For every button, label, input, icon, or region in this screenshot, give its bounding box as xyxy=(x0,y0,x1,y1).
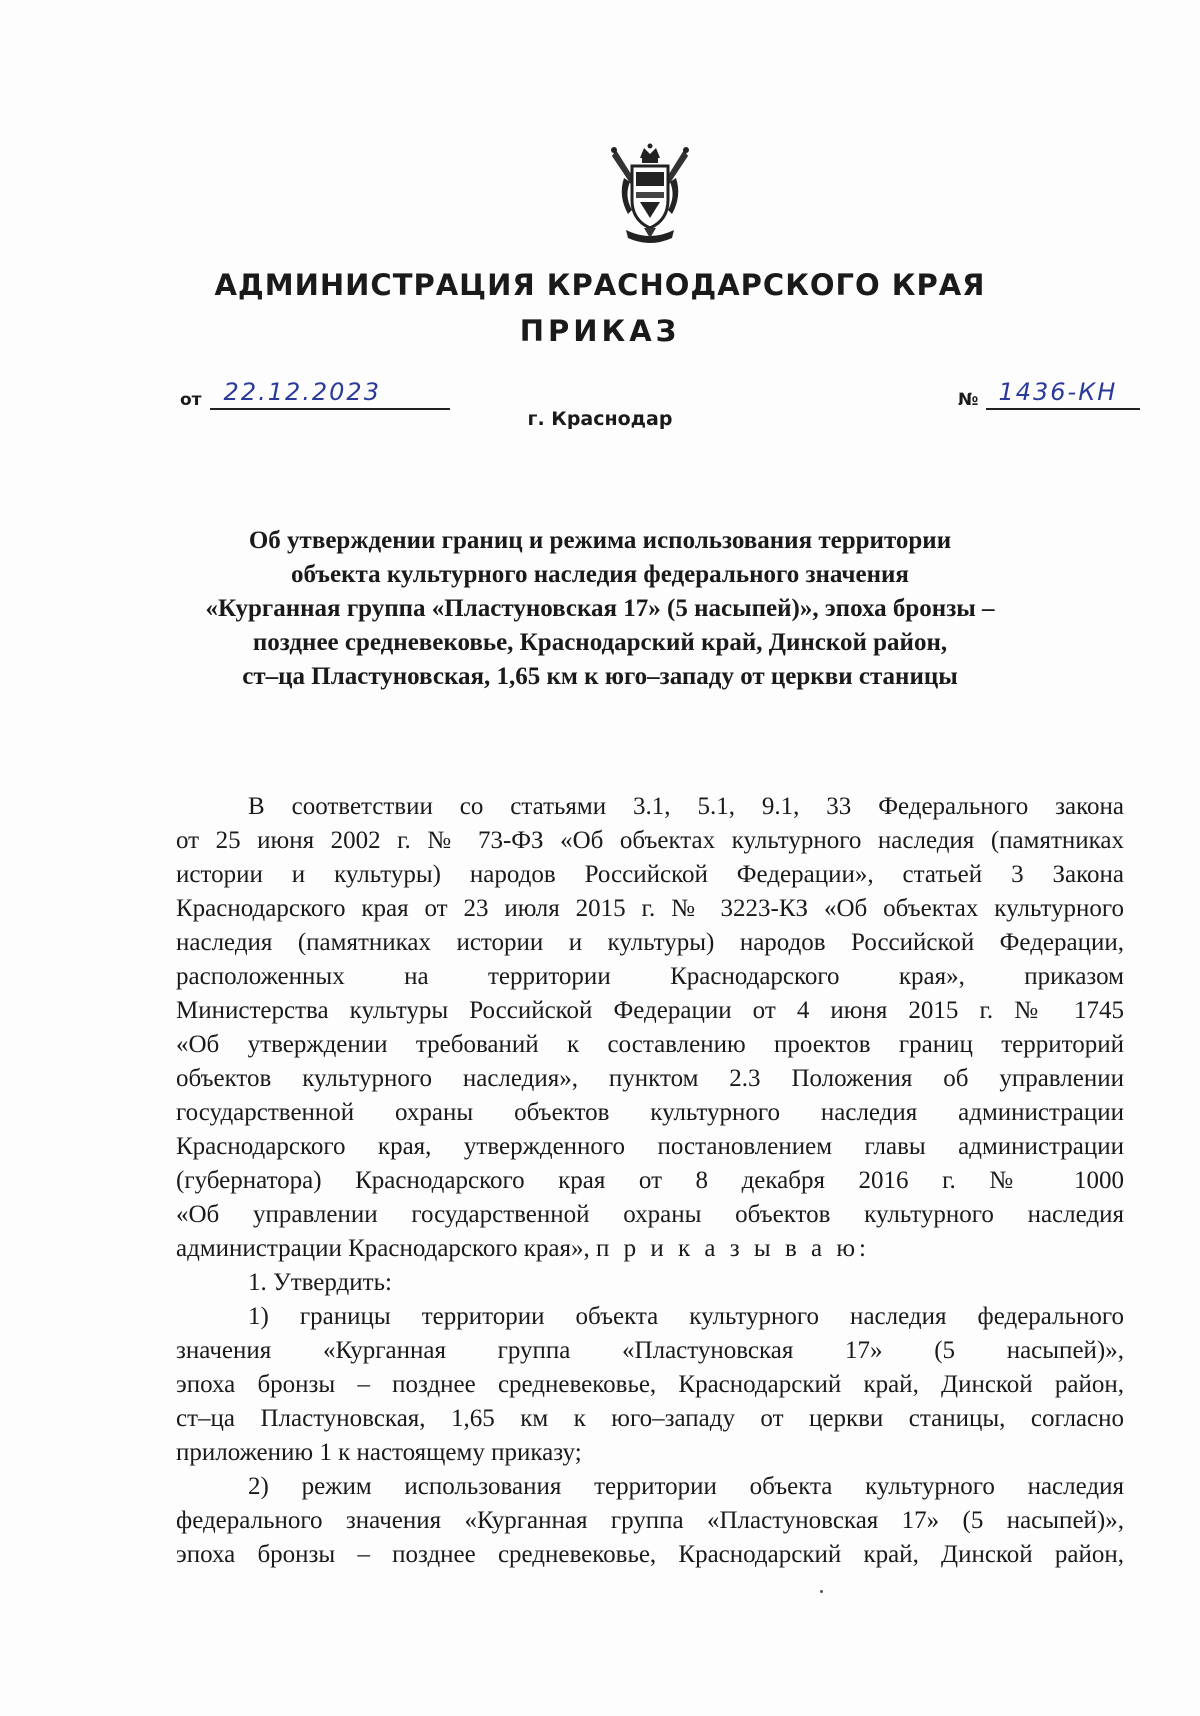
document-type: ПРИКАЗ xyxy=(519,314,681,348)
body-line: наследия (памятниках истории и культуры) народов Российской Федерации, xyxy=(176,929,1124,956)
body-line: Краснодарского края, утвержденного постановлением главы администрации xyxy=(176,1133,1124,1160)
body-line: В соответствии со статьями 3.1, 5.1, 9.1, 33 Федерального закона xyxy=(248,793,1124,820)
subject-line: позднее средневековье, Краснодарский край, Динской район, xyxy=(252,629,948,656)
body-line: от 25 июня 2002 г. № 73-ФЗ «Об объектах культурного наследия (памятниках xyxy=(176,827,1124,854)
order-word: п р и к а з ы в а ю: xyxy=(596,1235,870,1262)
organization-title: АДМИНИСТРАЦИЯ КРАСНОДАРСКОГО КРАЯ xyxy=(214,268,986,302)
date-prefix: от xyxy=(180,390,202,410)
number-field xyxy=(986,378,1140,410)
body-line: объектов культурного наследия», пунктом 2.3 Положения об управлении xyxy=(176,1065,1124,1092)
body-line: федерального значения «Курганная группа «Пластуновская 17» (5 насыпей)», xyxy=(176,1507,1124,1534)
body-line: (губернатора) Краснодарского края от 8 декабря 2016 г. № 1000 xyxy=(176,1167,1124,1194)
body-line: 1) границы территории объекта культурного наследия федерального xyxy=(248,1303,1124,1330)
body-line: «Об утверждении требований к составлению проектов границ территорий xyxy=(176,1031,1124,1058)
body-line: расположенных на территории Краснодарского края», приказом xyxy=(176,963,1124,990)
body-line: эпоха бронзы – позднее средневековье, Краснодарский край, Динской район, xyxy=(176,1371,1124,1398)
number-prefix: № xyxy=(958,390,979,410)
subject-line: объекта культурного наследия федерального значения xyxy=(291,561,909,588)
city-label: г. Краснодар xyxy=(527,408,673,430)
subject-line: Об утверждении границ и режима использования территории xyxy=(248,527,952,554)
body-line: приложению 1 к настоящему приказу; xyxy=(176,1439,582,1466)
body-line: Краснодарского края от 23 июля 2015 г. № 3223-КЗ «Об объектах культурного xyxy=(176,895,1124,922)
body-line: 1. Утвердить: xyxy=(248,1269,392,1296)
body-line: значения «Курганная группа «Пластуновская 17» (5 насыпей)», xyxy=(176,1337,1124,1364)
date-value: 22.12.2023 xyxy=(223,378,381,406)
subject-line: ст–ца Пластуновская, 1,65 км к юго–западу от церкви станицы xyxy=(242,663,958,690)
coat-of-arms-icon xyxy=(606,142,694,248)
date-block xyxy=(180,378,450,410)
body-line: истории и культуры) народов Российской Федерации», статьей 3 Закона xyxy=(176,861,1124,888)
body-line: «Об управлении государственной охраны объектов культурного наследия xyxy=(176,1201,1124,1228)
body-line: ст–ца Пластуновская, 1,65 км к юго–западу от церкви станицы, согласно xyxy=(176,1405,1124,1432)
body-line xyxy=(176,1232,1124,1266)
body-line: 2) режим использования территории объекта культурного наследия xyxy=(248,1473,1124,1500)
number-value: 1436-КН xyxy=(998,378,1118,406)
document-subject xyxy=(160,524,1040,694)
subject-line: «Курганная группа «Пластуновская 17» (5 насыпей)», эпоха бронзы – xyxy=(205,595,995,622)
number-block xyxy=(958,378,1140,410)
body-line: Министерства культуры Российской Федерации от 4 июня 2015 г. № 1745 xyxy=(176,997,1124,1024)
document-body xyxy=(176,790,1124,1572)
body-line-text: администрации Краснодарского края», xyxy=(176,1235,590,1262)
date-field xyxy=(210,378,450,410)
body-line: государственной охраны объектов культурного наследия администрации xyxy=(176,1099,1124,1126)
body-line: эпоха бронзы – позднее средневековье, Краснодарский край, Динской район, xyxy=(176,1541,1124,1568)
scan-speck xyxy=(820,1590,823,1593)
